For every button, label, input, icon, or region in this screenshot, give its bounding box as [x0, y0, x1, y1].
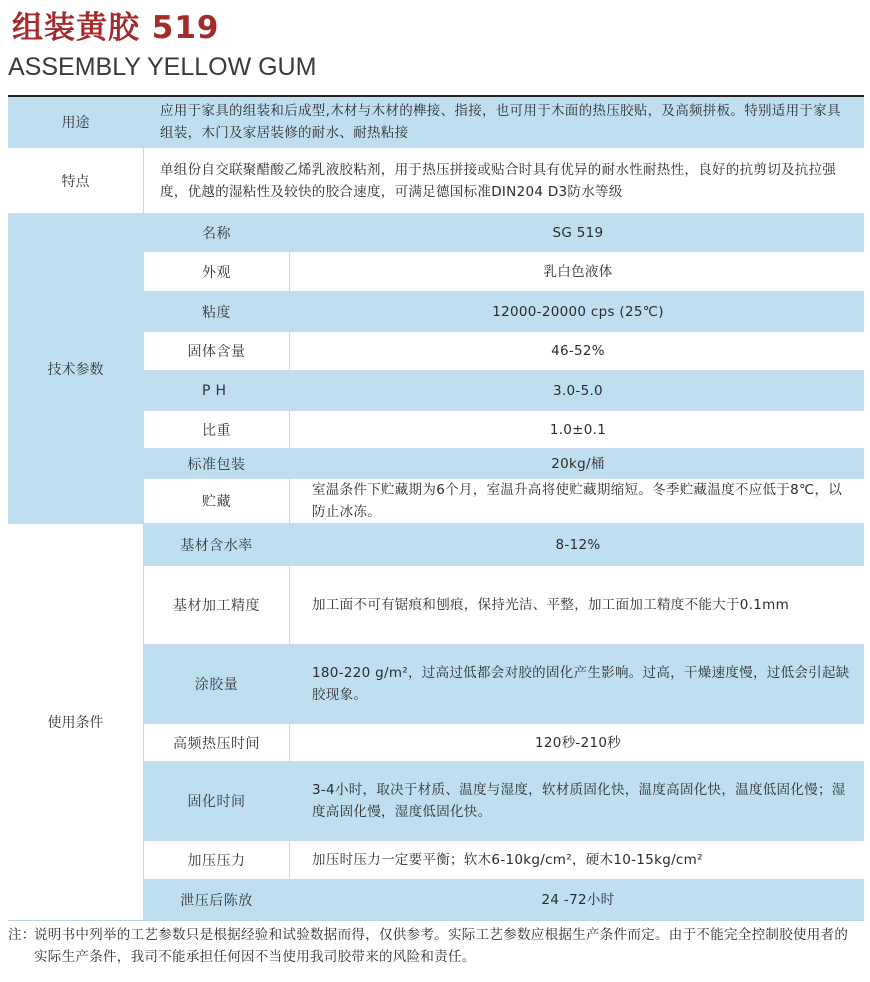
tech-row-value	[290, 411, 864, 449]
tech-row-value	[290, 332, 864, 371]
param-appearance-value: 乳白色液体	[543, 263, 613, 280]
tech-row-value	[290, 292, 864, 332]
cond-cure-label: 固化时间	[187, 794, 246, 810]
tech-row-label	[144, 479, 290, 524]
param-ph-label: PH	[202, 382, 231, 399]
tech-row-label	[144, 292, 290, 332]
usage-text	[144, 97, 864, 148]
note-text: 说明书中列举的工艺参数只是根据经验和试验数据而得，仅供参考。实际工艺参数应根据生产条件而定。由于不能完全控制胶使用者的实际生产条件，我司不能承担任何因不当使用我司胶带来的风险和责任。	[34, 927, 849, 965]
cond-pressure-label: 加压压力	[187, 853, 246, 869]
tech-row-label	[144, 332, 290, 371]
param-storage-label: 贮藏	[202, 494, 231, 510]
features-label: 特点	[61, 173, 90, 190]
cond-row-value	[290, 724, 864, 762]
cond-row-label	[144, 841, 290, 880]
conditions-label: 使用条件	[47, 715, 104, 731]
cond-moisture-value: 8-12%	[555, 536, 601, 553]
tech-row-value	[290, 479, 864, 524]
features-category	[8, 148, 144, 214]
param-density-value: 1.0±0.1	[549, 421, 607, 438]
cond-row-value	[290, 645, 864, 724]
param-solids-label: 固体含量	[187, 344, 246, 360]
cond-row-label	[144, 524, 290, 566]
cond-precision-value: 加工面不可有锯痕和刨痕，保持光洁、平整，加工面加工精度不能大于0.1mm	[312, 597, 790, 613]
param-storage-value: 室温条件下贮藏期为6个月，室温升高将使贮藏期缩短。冬季贮藏温度不应低于8℃，以防止冰冻。	[312, 482, 843, 520]
cond-spread-label: 涂胶量	[194, 677, 239, 693]
cond-hf-time-value: 120秒-210秒	[534, 734, 622, 751]
usage-description: 应用于家具的组装和后成型,木材与木材的榫接、指接，也可用于木面的热压胶贴，及高频拼板。特别适用于家具组装，木门及家居装修的耐水、耐热粘接	[160, 103, 841, 141]
param-density-label: 比重	[202, 422, 231, 439]
tech-row-value	[290, 371, 864, 411]
tech-row-value	[290, 252, 864, 292]
cond-row-label	[144, 724, 290, 762]
cond-moisture-label: 基材含水率	[180, 537, 253, 554]
cond-row-label	[144, 566, 290, 645]
tech-row-value	[290, 449, 864, 479]
tech-category	[8, 214, 144, 524]
features-text	[144, 148, 864, 214]
tech-row-label	[144, 371, 290, 411]
cond-cure-value: 3-4小时，取决于材质、温度与湿度，软材质固化快，温度高固化快，温度低固化慢；湿度高固化慢，湿度低固化快。	[312, 782, 846, 820]
conditions-category	[8, 524, 144, 920]
cond-hf-time-label: 高频热压时间	[173, 735, 260, 752]
param-packaging-label: 标准包装	[187, 456, 246, 473]
cond-rest-value: 24 -72小时	[541, 892, 615, 908]
note-label: 注：	[8, 927, 36, 943]
cond-row-label	[144, 762, 290, 841]
cond-row-value	[290, 841, 864, 880]
cond-precision-label: 基材加工精度	[173, 598, 260, 614]
param-name-label: 名称	[202, 225, 231, 242]
tech-row-label	[144, 449, 290, 479]
tech-label: 技术参数	[47, 361, 104, 378]
param-viscosity-value: 12000-20000 cps (25℃)	[492, 303, 664, 320]
features-description: 单组份自交联聚醋酸乙烯乳液胶粘剂，用于热压拼接或贴合时具有优异的耐水性耐热性，良好的抗剪切及抗拉强度，优越的湿粘性及较快的胶合速度，可满足德国标准DIN204 D3防水等级	[160, 161, 837, 200]
param-packaging-value: 20kg/桶	[551, 455, 605, 472]
usage-category	[8, 97, 144, 148]
spec-sheet	[8, 95, 864, 921]
cond-row-label	[144, 880, 290, 920]
param-ph-value: 3.0-5.0	[553, 382, 603, 399]
tech-row-label	[144, 411, 290, 449]
param-appearance-label: 外观	[202, 264, 231, 281]
tech-row-label	[144, 252, 290, 292]
cond-spread-value: 180-220 g/m²，过高过低都会对胶的固化产生影响。过高，干燥速度慢，过低会引起缺胶现象。	[312, 665, 850, 703]
cond-row-label	[144, 645, 290, 724]
product-title: 组装黄胶 519	[12, 10, 220, 46]
tech-row-label	[144, 214, 290, 252]
param-solids-value: 46-52%	[551, 343, 605, 359]
cond-row-value	[290, 524, 864, 566]
cond-row-value	[290, 880, 864, 920]
param-viscosity-label: 粘度	[202, 304, 231, 321]
cond-row-value	[290, 566, 864, 645]
tech-row-value	[290, 214, 864, 252]
param-name-value: SG 519	[552, 224, 604, 241]
cond-pressure-value: 加压时压力一定要平衡；软木6-10kg/cm²，硬木10-15kg/cm²	[312, 852, 703, 868]
cond-row-value	[290, 762, 864, 841]
cond-rest-label: 泄压后陈放	[180, 893, 253, 909]
product-subtitle: ASSEMBLY YELLOW GUM	[8, 53, 317, 81]
usage-label: 用途	[61, 115, 90, 131]
